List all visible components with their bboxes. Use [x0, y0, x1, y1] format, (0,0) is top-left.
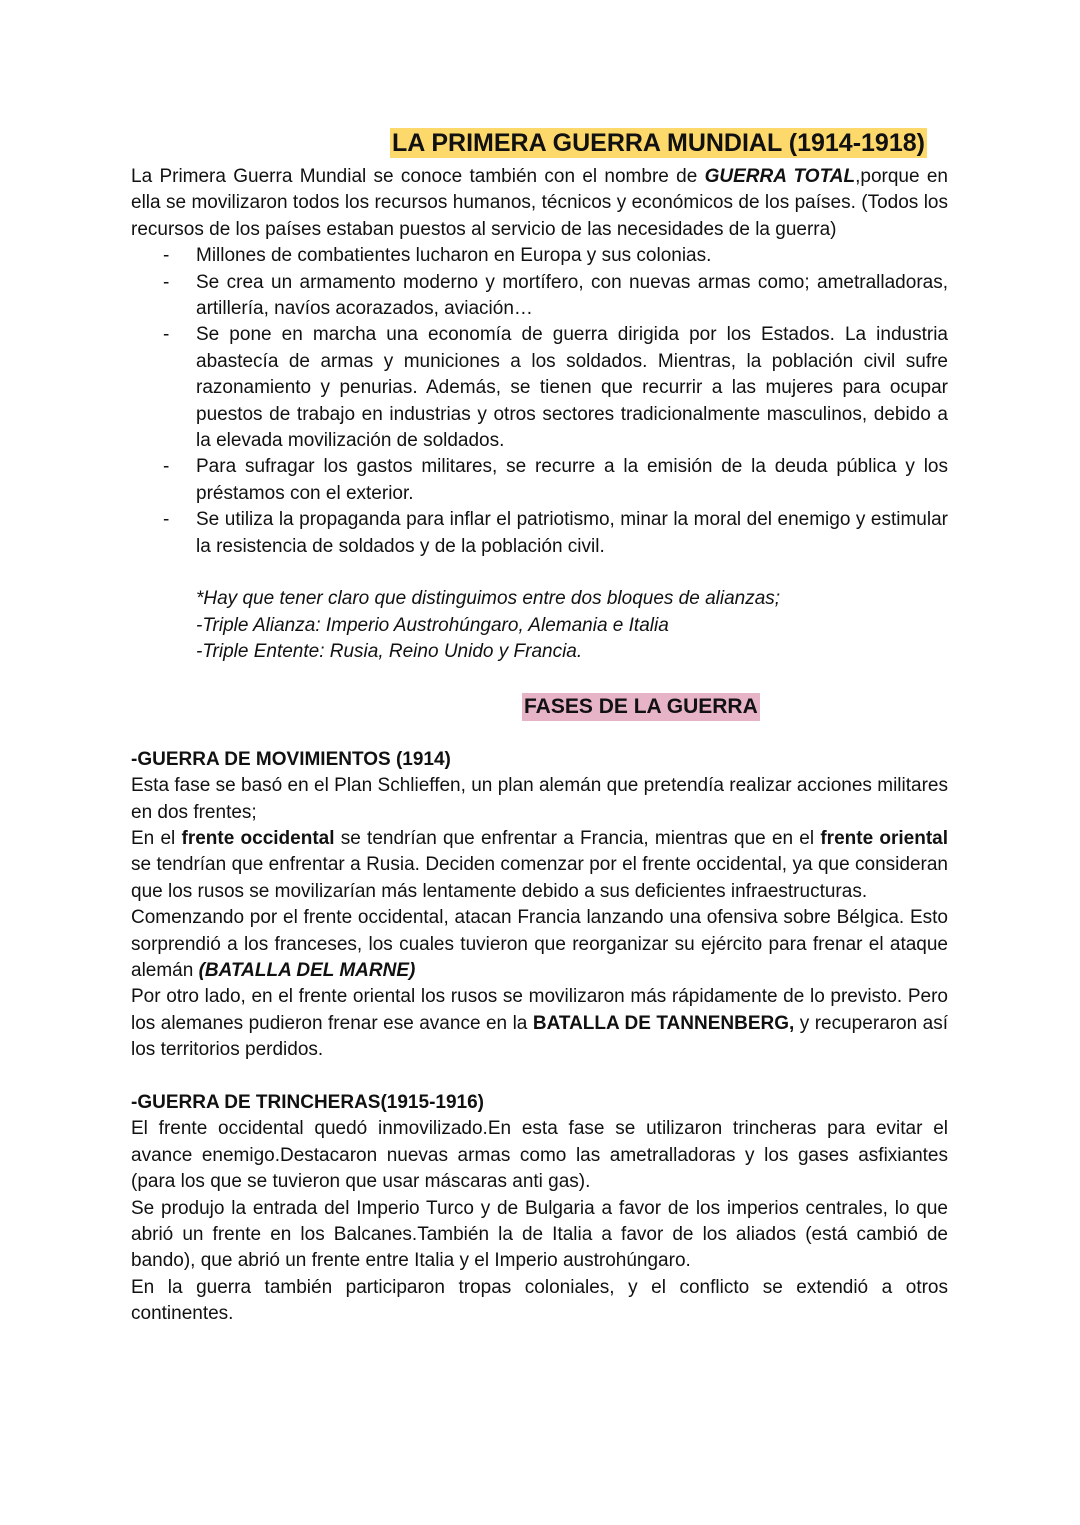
paragraph: Esta fase se basó en el Plan Schlieffen, un plan alemán que pretendía realizar acciones militares en dos frentes;	[131, 775, 948, 823]
paragraph	[131, 826, 948, 905]
paragraph: Se produjo la entrada del Imperio Turco y de Bulgaria a favor de los imperios centrales, lo que abrió un frente en los Balcanes.También la de Italia a favor de los aliados (está cambió de bando), que abrió un frente entre Italia y el Imperio austrohúngaro.	[131, 1197, 948, 1272]
title-row	[131, 128, 948, 158]
intro-text-rest: ,porque en ella se movilizaron todos los recursos humanos, técnicos y económicos de los países. (Todos los recursos de los países estaban puestos al servicio de las necesidades de la guerra)	[131, 166, 948, 240]
phases-heading: FASES DE LA GUERRA	[522, 693, 760, 721]
page-title: LA PRIMERA GUERRA MUNDIAL (1914-1918)	[392, 129, 925, 157]
list-item: - Se pone en marcha una economía de guerra dirigida por los Estados. La industria abastecía de armas y municiones a los soldados. Mientras, la población civil sufre razonamiento y penurias. Además, se tienen que recurrir a las mujeres para ocupar puestos de trabajo en industrias y otros sectores tradicionalmente masculinos, debido a la elevada movilización de soldados.	[196, 322, 948, 454]
list-item: - Se crea un armamento moderno y mortífero, con nuevas armas como; ametralladoras, artillería, navíos acorazados, aviación…	[196, 270, 948, 323]
bold-term: frente oriental	[820, 827, 948, 849]
text-run: y recuperaron así los territorios perdidos.	[131, 1012, 948, 1061]
intro-emphasis: GUERRA TOTAL	[704, 166, 856, 187]
list-item: - Para sufragar los gastos militares, se recurre a la emisión de la deuda pública y los préstamos con el exterior.	[196, 454, 948, 507]
document-page	[131, 128, 948, 1328]
text-run: se tendrían que enfrentar a Rusia. Deciden comenzar por el frente occidental, ya que consideran que los rusos se movilizarían más lentamente debido a sus deficientes infraestructuras.	[131, 854, 948, 902]
text-run: En el	[131, 827, 182, 849]
text-run: Comenzando por el frente occidental, atacan Francia lanzando una ofensiva sobre Bélgica. Esto sorprendió a los franceses, los cuales tuvieron que reorganizar su ejército para frenar el ataque alemán	[131, 907, 948, 981]
text-run: se tendrían que enfrentar a Francia, mientras que en el	[334, 827, 821, 849]
intro-text-start: La Primera Guerra Mundial se conoce también con el nombre de	[131, 166, 705, 187]
paragraph: El frente occidental quedó inmovilizado.En esta fase se utilizaron trincheras para evitar el avance enemigo.Destacaron nuevas armas como las ametralladoras y los gases asfixiantes (para los que se tuvieron que usar máscaras anti gas).	[131, 1118, 948, 1193]
alliances-note	[196, 586, 948, 665]
paragraph: En la guerra también participaron tropas coloniales, y el conflicto se extendió a otros continentes.	[131, 1276, 948, 1325]
note-line: *Hay que tener claro que distinguimos entre dos bloques de alianzas;	[196, 588, 781, 610]
section-heading-movimientos: -GUERRA DE MOVIMIENTOS (1914)	[131, 748, 451, 770]
note-line: -Triple Alianza: Imperio Austrohúngaro, Alemania e Italia	[196, 614, 669, 636]
text-run: Por otro lado, en el frente oriental los rusos se movilizaron más rápidamente de lo previsto. Pero los alemanes pudieron frenar ese avance en la	[131, 986, 948, 1034]
bold-term: frente occidental	[181, 827, 335, 849]
intro-paragraph	[131, 164, 948, 243]
list-item: - Se utiliza la propaganda para inflar el patriotismo, minar la moral del enemigo y estimular la resistencia de soldados y de la población civil.	[196, 507, 948, 560]
phases-heading-row	[131, 693, 948, 723]
battle-name: (BATALLA DEL MARNE)	[198, 959, 416, 981]
list-item: - Millones de combatientes lucharon en Europa y sus colonias.	[196, 243, 948, 269]
section-heading-trincheras: -GUERRA DE TRINCHERAS(1915-1916)	[131, 1091, 484, 1113]
note-line: -Triple Entente: Rusia, Reino Unido y Francia.	[196, 641, 583, 663]
paragraph	[131, 984, 948, 1063]
paragraph	[131, 905, 948, 984]
battle-name: BATALLA DE TANNENBERG,	[532, 1012, 795, 1034]
features-list	[131, 243, 948, 560]
